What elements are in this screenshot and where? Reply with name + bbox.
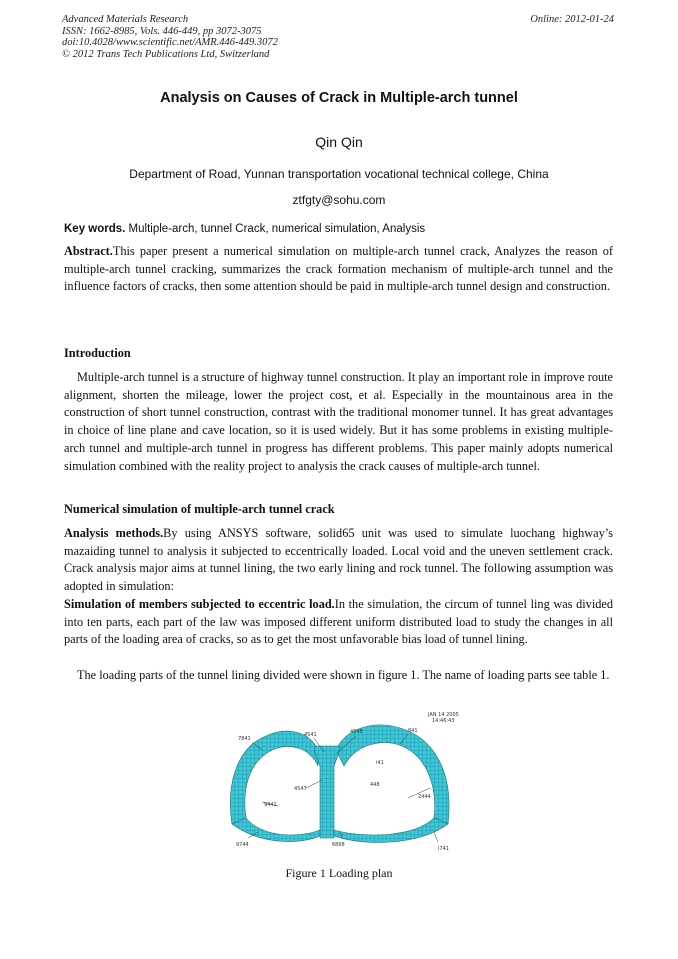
keywords-label: Key words. [64, 223, 126, 235]
label-9744: 9744 [236, 842, 249, 848]
eccentric-load-label: Simulation of members subjected to eccentric load. [64, 597, 335, 611]
doi-line: doi:10.4028/www.scientific.net/AMR.446-449.3072 [62, 37, 278, 49]
right-arch-lining [336, 725, 449, 824]
abstract-label: Abstract. [64, 244, 113, 258]
stamp-time: 14:46:43 [432, 718, 455, 724]
eccentric-load-text: In the simulation, the circum of tunnel ling was divided into ten parts, each part of the law was imposed different uniform distributed load to study the changes in all parts of the loading area of cracks, so as to get the most unfavorable bias load of tunnel lining. [64, 597, 613, 647]
author-name: Qin Qin [315, 134, 363, 150]
middle-wall [314, 746, 340, 838]
loading-parts-paragraph: The loading parts of the tunnel lining divided were shown in figure 1. The name of loading parts see table 1. [77, 668, 610, 682]
analysis-methods-paragraph [64, 525, 613, 596]
label-448: 448 [370, 782, 380, 788]
label-841: 841 [408, 728, 418, 734]
issn-line: ISSN: 1662-8985, Vols. 446-449, pp 3072-3075 [62, 25, 262, 37]
analysis-methods-label: Analysis methods. [64, 526, 164, 540]
section-heading-simulation: Numerical simulation of multiple-arch tunnel crack [64, 502, 335, 516]
online-date: Online: 2012-01-24 [530, 14, 614, 25]
label-4545: 4545 [350, 729, 363, 735]
keywords [64, 223, 425, 235]
author-affiliation: Department of Road, Yunnan transportation vocational technical college, China [129, 167, 549, 181]
journal-header [62, 14, 278, 60]
paper-title: Analysis on Causes of Crack in Multiple-arch tunnel [160, 90, 518, 106]
label-6868: 6868 [332, 842, 345, 848]
left-invert [232, 818, 320, 842]
label-4541: 4541 [304, 732, 317, 738]
label-4547: 4547 [294, 786, 307, 792]
figure-1-caption: Figure 1 Loading plan [285, 866, 393, 880]
label-7841: 7841 [238, 736, 251, 742]
right-invert [334, 818, 448, 842]
analysis-methods-text: By using ANSYS software, solid65 unit was used to simulate luochang highway’s mazaiding tunnel to analysis it subjected to eccentrically loaded. Local void and the uneven settlement crack. Crack analysis major aims at tunnel lining, the two early lining and rock tunnel. The following assumption was adopted in simulation: [64, 526, 613, 594]
label-2444: 2444 [418, 794, 431, 800]
figure-1 [222, 706, 462, 861]
introduction-paragraph: Multiple-arch tunnel is a structure of highway tunnel construction. It play an important role in improve route alignment, shorten the mileage, lower the project cost, et al. Especially in the mountainous area in the construction of short tunnel construction, contrast with the traditional monomer tunnel. It has great advantages in choice of line plane and cave location, so it is used widely. But it has some problems in existing multiple-arch tunnel and multiple-arch tunnel in progress has different problems. This paper mainly adopts numerical simulation combined with the reality project to analysis the crack causes of multiple-arch tunnel. [64, 370, 613, 473]
introduction-heading: Introduction [64, 346, 131, 360]
abstract-text: This paper present a numerical simulation on multiple-arch tunnel crack, Analyzes the reason of multiple-arch tunnel cracking, summarizes the crack formation mechanism of multiple-arch tunnel and the influence factors of cracks, then some attention should be paid in multiple-arch tunnel design and construction. [64, 244, 613, 294]
label-9441: 9441 [264, 802, 277, 808]
stamp-date: JAN 14 2005 [428, 712, 459, 718]
label-l741: l741 [438, 846, 449, 852]
author-email: ztfgty@sohu.com [292, 193, 386, 207]
left-arch-lining [230, 731, 318, 824]
eccentric-load-paragraph [64, 596, 613, 649]
copyright-line: © 2012 Trans Tech Publications Ltd, Switzerland [62, 48, 270, 60]
label-i41: i41 [376, 760, 384, 766]
keywords-text: Multiple-arch, tunnel Crack, numerical simulation, Analysis [125, 223, 426, 235]
journal-name: Advanced Materials Research [62, 14, 189, 25]
tunnel-loading-plan-diagram [222, 706, 462, 856]
abstract-paragraph [64, 243, 613, 296]
